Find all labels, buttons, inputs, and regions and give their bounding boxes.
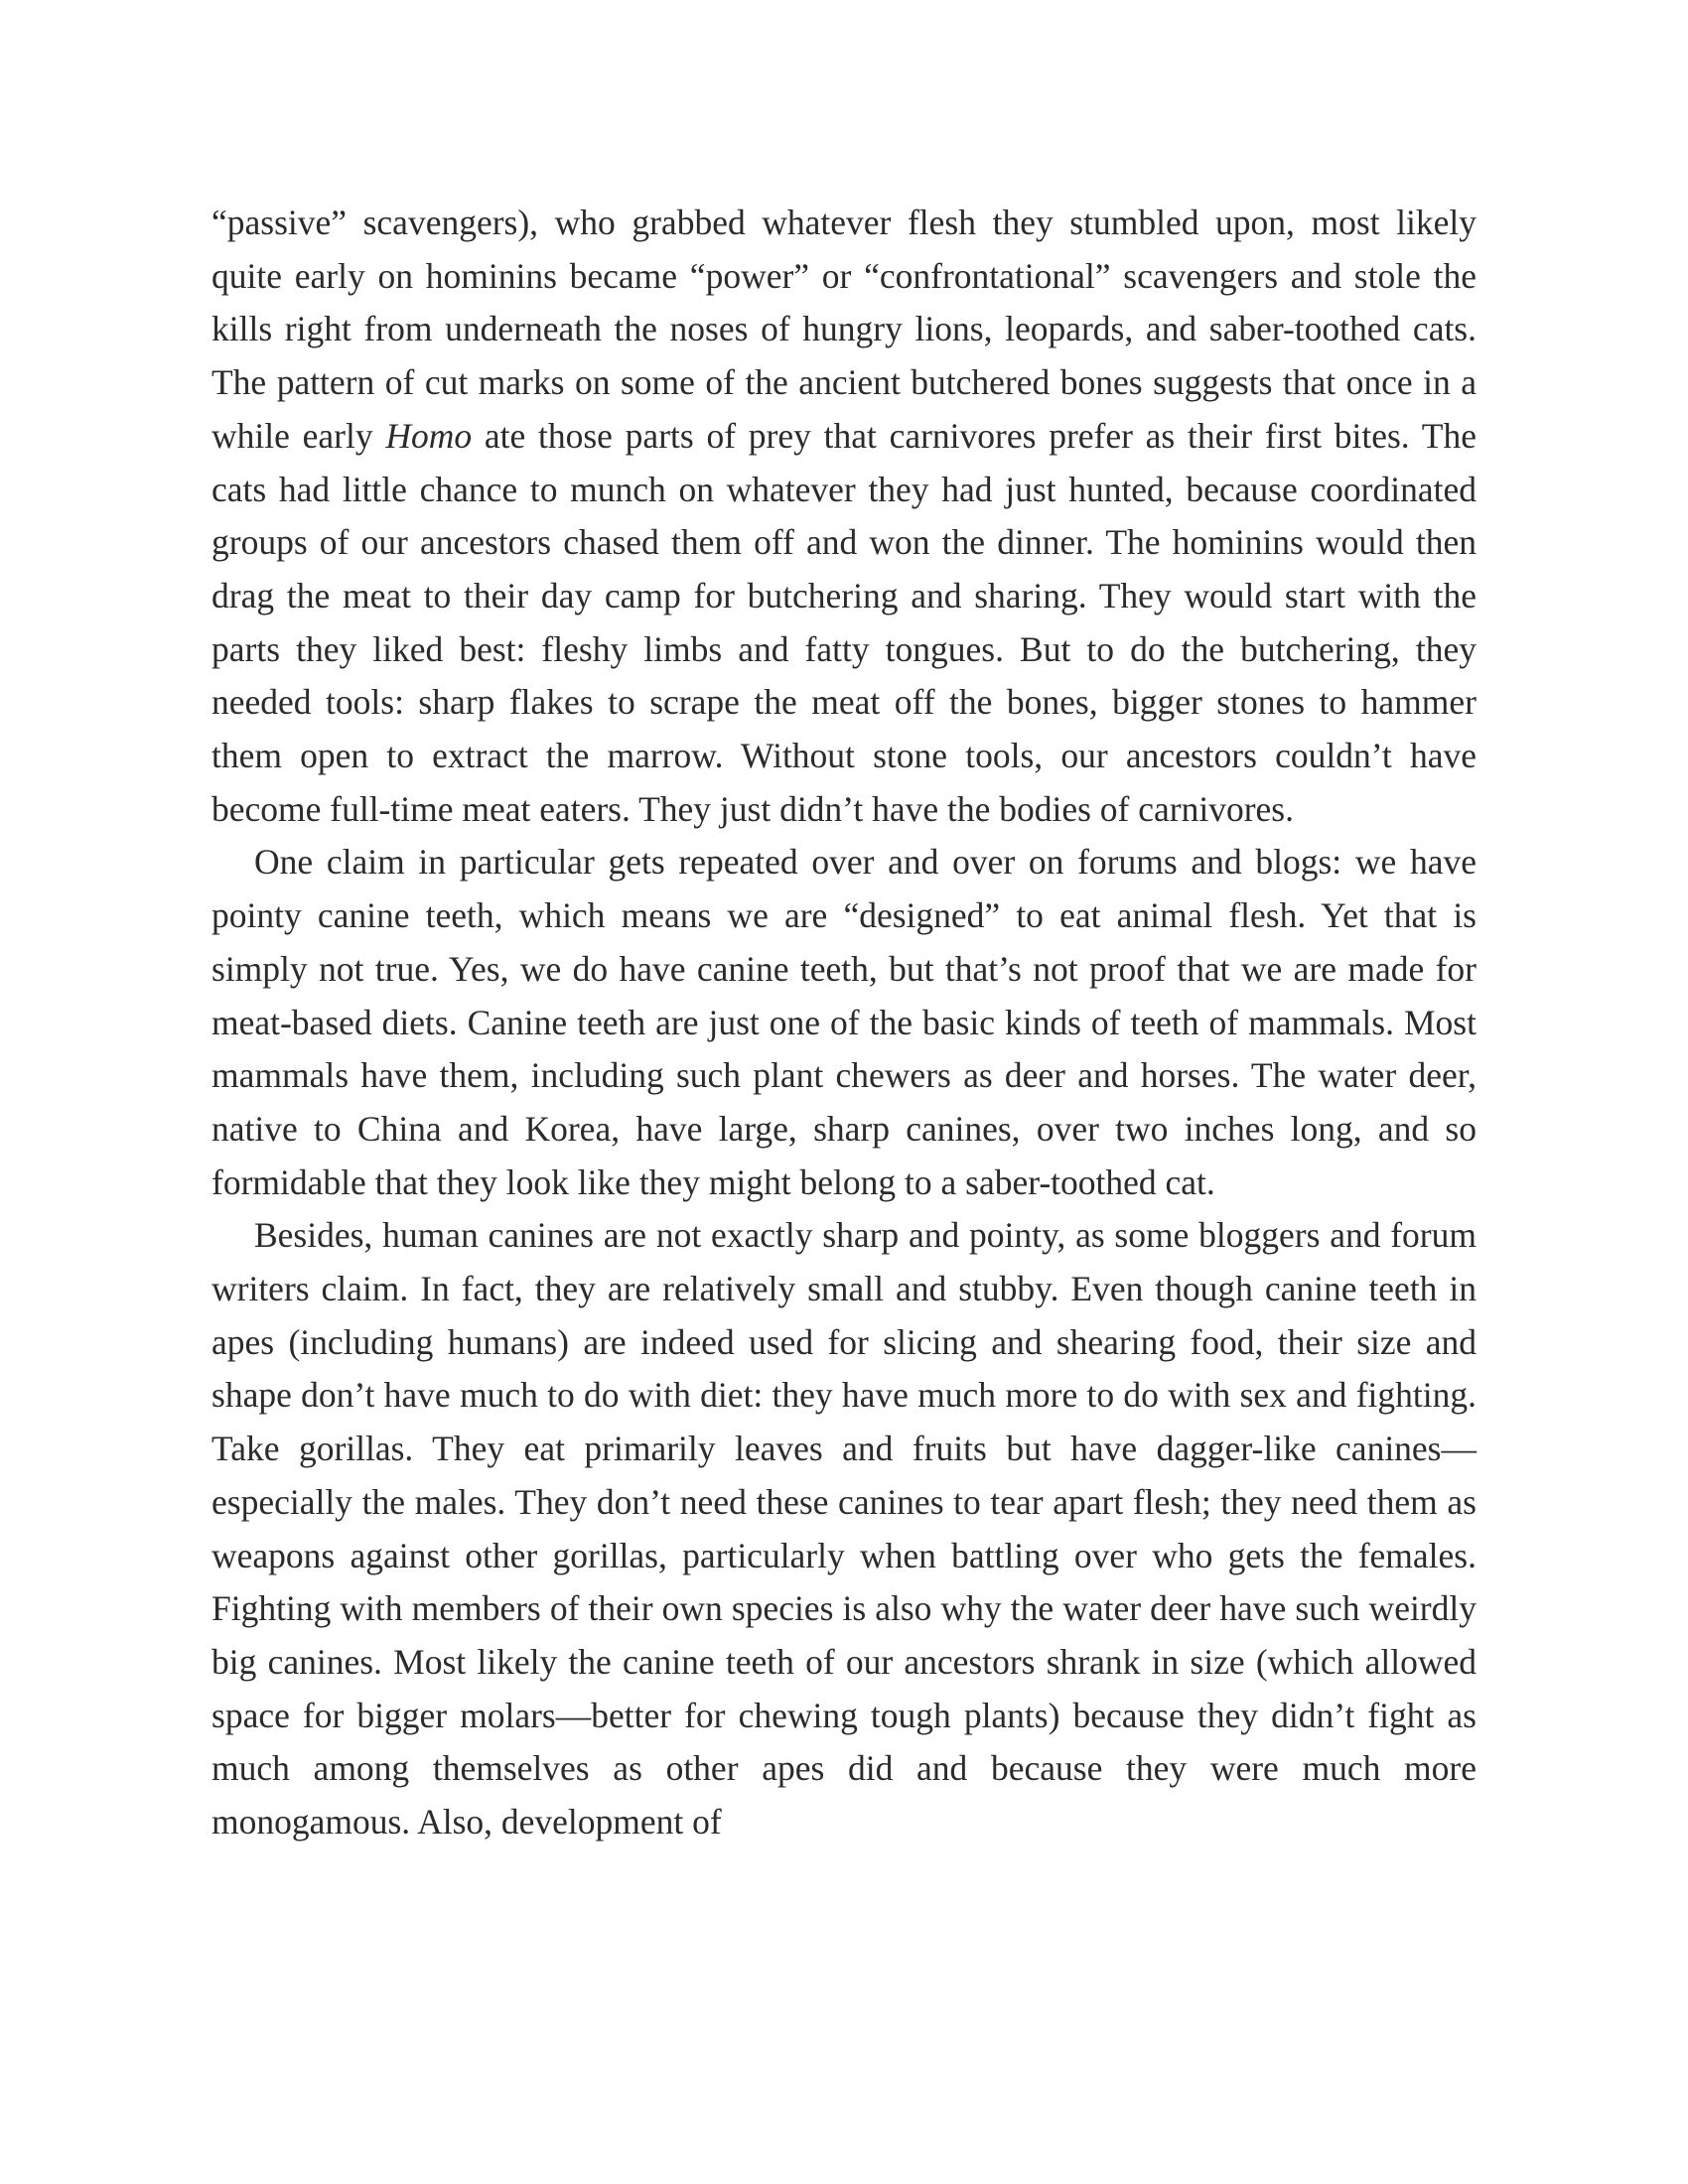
paragraph-2-text: One claim in particular gets repeated over and over on forums and blogs: we have pointy canine teeth, which means we are “designed” to eat animal flesh. Yet that is simply not true. Yes, we do have canine teeth, but that’s not proof that we are made for meat-based diets. Canine teeth are just one of the basic kinds of teeth of mammals. Most mammals have them, including such plant chewers as deer and horses. The water deer, native to China and Korea, have large, sharp canines, over two inches long, and so formidable that they look like they might belong to a saber-toothed cat. [211, 842, 1477, 1202]
paragraph-3-text: Besides, human canines are not exactly sharp and pointy, as some bloggers and forum writers claim. In fact, they are relatively small and stubby. Even though canine teeth in apes (including humans) are indeed used for slicing and shearing food, their size and shape don’t have much to do with diet: they have much more to do with sex and fighting. Take gorillas. They eat primarily leaves and fruits but have dagger-like canines—especially the males. They don’t need these canines to tear apart flesh; they need them as weapons against other gorillas, particularly when battling over who gets the females. Fighting with members of their own species is also why the water deer have such weirdly big canines. Most likely the canine teeth of our ancestors shrank in size (which allowed space for bigger molars—better for chewing tough plants) because they didn’t fight as much among themselves as other apes did and because they were much more monogamous. Also, development of [211, 1215, 1477, 1843]
paragraph-1-text-a: “passive” scavengers), who grabbed whatever flesh they stumbled upon, most likely quite early on hominins became “power” or “confrontational” scavengers and stole the kills right from underneath the noses of hungry lions, leopards, and saber-toothed cats. The pattern of cut marks on some of the ancient butchered bones suggests that once in a while early [211, 203, 1477, 456]
paragraph-1 [211, 197, 1477, 836]
italic-term-homo: Homo [385, 415, 473, 456]
paragraph-2 [211, 836, 1477, 1209]
paragraph-3 [211, 1209, 1477, 1848]
paragraph-1-text-b: ate those parts of prey that carnivores prefer as their first bites. The cats had little chance to munch on whatever they had just hunted, because coordinated groups of our ancestors chased them off and won the dinner. The hominins would then drag the meat to their day camp for butchering and sharing. They would start with the parts they liked best: fleshy limbs and fatty tongues. But to do the butchering, they needed tools: sharp flakes to scrape the meat off the bones, bigger stones to hammer them open to extract the marrow. Without stone tools, our ancestors couldn’t have become full-time meat eaters. They just didn’t have the bodies of carnivores. [211, 415, 1477, 829]
body-text [211, 197, 1477, 1849]
